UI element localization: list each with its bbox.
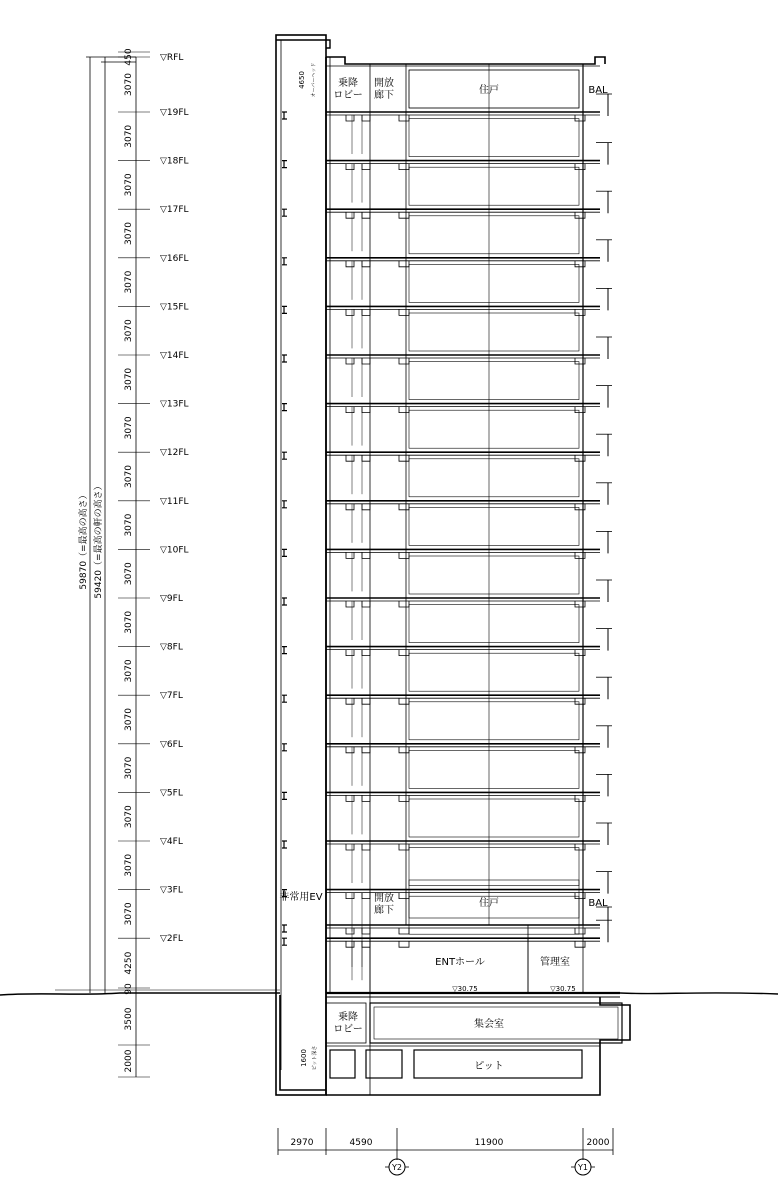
basement-dim-label: 2000 [124, 1049, 134, 1073]
level-label: ▽11FL [160, 496, 189, 507]
bottom-dim-1: 2970 [290, 1138, 314, 1148]
vertical-dim-label: 3070 [124, 708, 134, 731]
f2-bal-label: BAL [588, 898, 608, 909]
vertical-dim-label: 3070 [124, 416, 134, 440]
vertical-dim-label: 4250 [124, 951, 134, 975]
level-label: ▽13FL [160, 399, 189, 410]
top-corridor-label: 開放廊下 [374, 78, 394, 101]
eave-height-label: 59420（=最高の軒の高さ） [94, 481, 104, 599]
level-label: ▽5FL [160, 788, 183, 799]
level-label: ▽RFL [160, 53, 184, 63]
level-label: ▽7FL [160, 691, 183, 702]
vertical-dim-label: 3070 [124, 562, 134, 586]
pit-label: ピット [474, 1061, 504, 1072]
gl-mark-2: ▽30.75 [550, 985, 576, 993]
bottom-dim-4: 2000 [586, 1138, 610, 1148]
ent-hall-label: ENTホール [435, 957, 485, 968]
vertical-dim-label: 90 [124, 983, 134, 995]
level-label: ▽3FL [160, 885, 183, 896]
f2-unit-label: 住戸 [479, 898, 499, 909]
f2-corridor-label: 開放廊下 [374, 893, 394, 916]
level-label: ▽17FL [160, 205, 189, 216]
pit-dim: 1600 [300, 1049, 308, 1067]
level-label: ▽9FL [160, 594, 183, 604]
vertical-dim-label: 3070 [124, 124, 134, 148]
level-label: ▽10FL [160, 545, 189, 556]
level-label: ▽2FL [160, 934, 183, 945]
room-labels [279, 63, 608, 1072]
vertical-dim-label: 3070 [124, 853, 134, 877]
level-label: ▽12FL [160, 448, 189, 459]
vertical-dim-label: 3070 [124, 805, 134, 829]
level-label: ▽16FL [160, 253, 189, 264]
top-bal-label: BAL [588, 85, 608, 96]
max-height-label: 59870（=最高の高さ） [79, 490, 89, 590]
overhead-label: オーバーヘッド [311, 62, 317, 98]
vertical-dim-label: 3070 [124, 222, 134, 245]
level-label: ▽8FL [160, 642, 183, 653]
level-label: ▽6FL [160, 739, 183, 750]
grid-axis-y2-label: Y2 [392, 1163, 402, 1172]
level-labels [160, 53, 189, 944]
emergency-ev-label: 非常用EV [279, 892, 323, 903]
mgmt-room-label: 管理室 [540, 957, 570, 968]
b1-lobby-label: 乗降ロビー [333, 1012, 363, 1035]
vertical-dim-label: 3070 [124, 465, 134, 488]
vertical-dim-label: 3070 [124, 756, 134, 780]
bottom-dim-2: 4590 [349, 1138, 373, 1148]
basement-dim-label: 3500 [124, 1007, 134, 1031]
vertical-dim-label: 3070 [124, 270, 134, 294]
top-unit-label: 住戸 [479, 85, 499, 96]
vertical-dim-label: 3070 [124, 367, 134, 391]
building-section [276, 35, 630, 1095]
vertical-dim-label: 450 [124, 48, 134, 66]
level-label: ▽18FL [160, 156, 189, 167]
bottom-dimensions [278, 1128, 613, 1175]
vertical-dim-label: 3070 [124, 319, 134, 343]
vertical-dim-label: 3070 [124, 902, 134, 926]
vertical-dim-label: 3070 [124, 73, 134, 96]
level-label: ▽14FL [160, 351, 189, 361]
overhead-dim: 4650 [298, 71, 306, 89]
level-label: ▽19FL [160, 108, 189, 118]
vertical-dim-label: 3070 [124, 610, 134, 634]
elevator-shaft [276, 35, 326, 1095]
top-lobby-label: 乗降ロビー [333, 78, 363, 101]
vertical-dim-label: 3070 [124, 513, 134, 537]
level-label: ▽15FL [160, 302, 189, 313]
level-label: ▽4FL [160, 837, 183, 847]
assembly-room-label: 集会室 [474, 1019, 504, 1030]
pit-depth-label: ピット深さ [312, 1045, 318, 1071]
vertical-dim-label: 3070 [124, 173, 134, 197]
dimension-column [118, 48, 150, 1077]
vertical-dim-label: 3070 [124, 659, 134, 683]
bottom-dim-3: 11900 [474, 1138, 504, 1148]
gl-mark-1: ▽30.75 [452, 985, 478, 993]
grid-axis-y1-label: Y1 [578, 1163, 588, 1172]
